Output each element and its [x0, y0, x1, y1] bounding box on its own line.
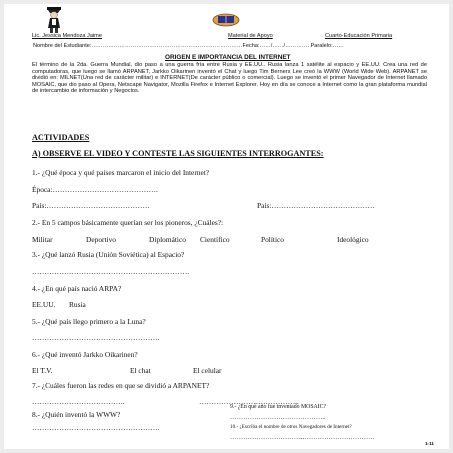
- q2-option: Deportivo: [86, 235, 116, 244]
- q1-epoca-field: Época:…………………………………….: [32, 185, 158, 194]
- intro-paragraph: El término de la 2da. Guerra Mundial, dio paso a una guerra fría entre Rusia y EE.UU.. Rusia lanza 1 satélite al espacio y EE.UU. Crea una red de computadoras, que luego se llamó ARPANET, Jarkko Oikarinen inventó el Chat y luego Tim Berners Lee creó la WWW (World Wide Web). ARPANET se dividió en: MILNET(Una red de carácter militar) e INTERNET(De carácter público o comercial). Luego se inventó el primer Navegador de Internet llamado MOSAIC, que dio paso al Opera, Netscape Navigator, Mozilla Firefox e Internet Explorer. Hoy en día se conoce a Internet como la gran plataforma mundial de intercambio de información y Negocios.: [32, 62, 427, 94]
- q1-pais-field-1: País:……………………………………: [32, 201, 150, 210]
- document-title: ORIGEN E IMPORTANCIA DEL INTERNET: [165, 54, 291, 61]
- q2-option: Político: [261, 235, 284, 244]
- q2-option: Ideológico: [337, 235, 369, 244]
- q6-option: El celular: [193, 366, 222, 375]
- q6-option: El chat: [130, 366, 151, 375]
- grade-label: Cuarto-Educación Primaria: [325, 33, 393, 39]
- q6-option: El T.V.: [32, 366, 53, 375]
- question-2: 2.- En 5 campos básicamente querían ser los pioneros, ¿Cuáles?:: [32, 218, 224, 227]
- activities-heading: ACTIVIDADES: [32, 133, 90, 142]
- q2-option: Militar: [32, 235, 53, 244]
- q8-answer-line: …………………………………………….: [32, 423, 160, 432]
- question-8: 8.- ¿Quién inventó la WWW?: [32, 410, 121, 419]
- worksheet-page: [4, 4, 449, 449]
- question-6: 6.- ¿Qué inventó Jarkko Oikarinen?: [32, 350, 138, 359]
- q3-answer-line: ……………………………………………………….: [32, 267, 190, 276]
- teacher-name: Lic. Jessica Mendoza Jaime: [32, 33, 102, 39]
- q2-option: Científico: [200, 235, 230, 244]
- q7-answer-line-2: …………………………………..: [199, 397, 299, 406]
- q9-answer-line: ……………………………………..: [230, 414, 326, 421]
- question-7: 7.- ¿Cuáles fueron las redes en que se dividió a ARPANET?: [32, 381, 210, 390]
- q10-answer-line-2: …………………………….: [300, 434, 375, 441]
- material-label: Material de Apoyo: [228, 33, 273, 39]
- student-fields: Nombre del Estudiante:………………………………………………………………………Fecha:……/……/…………. Paralelo:……: [33, 43, 344, 49]
- page-number: 1-11: [425, 441, 434, 446]
- q4-option: EE.UU.: [32, 300, 56, 309]
- question-10: 10.- ¿Escriba el nombre de otros Navegadores de Internet?: [230, 424, 352, 430]
- q2-option: Diplomático: [149, 235, 186, 244]
- school-book-logo-icon: [212, 13, 240, 27]
- q4-option: Rusia: [69, 300, 86, 309]
- q10-answer-line-1: …………………………….: [230, 434, 305, 441]
- question-4: 4.- ¿En qué país nació ARPA?: [32, 284, 122, 293]
- question-9: 9.- ¿En qué año fue inventado MOSAIC?: [230, 404, 327, 410]
- q5-answer-line: …………………………………………….: [32, 333, 160, 342]
- section-a-heading: A) OBSERVE EL VIDEO Y CONTESTE LAS SIGUIENTES INTERROGANTES:: [32, 149, 324, 158]
- q7-answer-line-1: ………………………………..: [32, 397, 125, 406]
- q1-pais-field-2: País:……………………………………: [257, 201, 375, 210]
- question-1: 1.- ¿Qué época y qué países marcaron el inicio del Internet?: [32, 168, 210, 177]
- question-5: 5.- ¿Qué país llego primero a la Luna?: [32, 317, 146, 326]
- question-3: 3.- ¿Qué lanzó Rusia (Unión Soviética) al Espacio?: [32, 250, 185, 259]
- graduate-logo-icon: [45, 5, 63, 35]
